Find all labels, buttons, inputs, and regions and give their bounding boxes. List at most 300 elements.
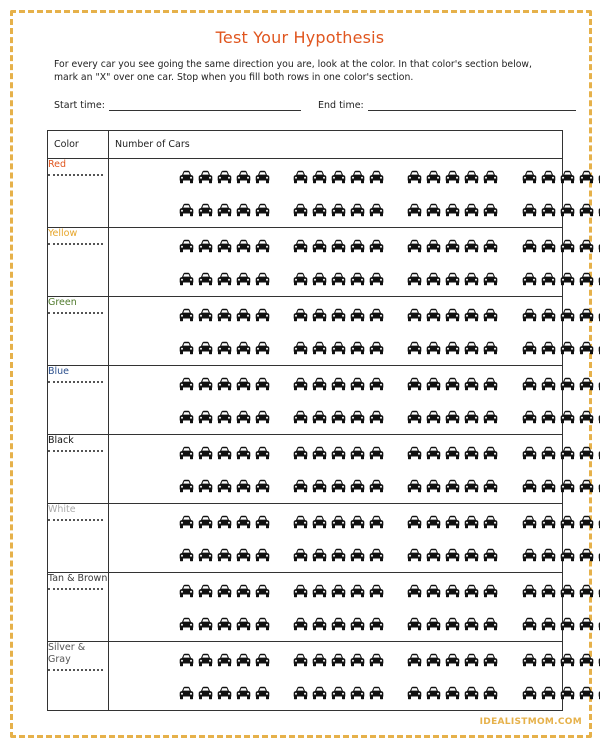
car-icon[interactable]: [312, 272, 327, 286]
car-icon[interactable]: [407, 653, 422, 667]
car-icon[interactable]: [464, 479, 479, 493]
car-icon[interactable]: [331, 410, 346, 424]
car-icon[interactable]: [255, 341, 270, 355]
car-icon[interactable]: [331, 446, 346, 460]
car-icon[interactable]: [541, 341, 556, 355]
car-icon[interactable]: [426, 617, 441, 631]
car-icon[interactable]: [464, 686, 479, 700]
car-icon[interactable]: [445, 686, 460, 700]
car-icon[interactable]: [522, 515, 537, 529]
car-icon[interactable]: [369, 617, 384, 631]
car-icon[interactable]: [179, 272, 194, 286]
car-icon[interactable]: [236, 308, 251, 322]
car-icon[interactable]: [350, 410, 365, 424]
car-icon[interactable]: [464, 584, 479, 598]
car-icon[interactable]: [293, 617, 308, 631]
car-icon[interactable]: [560, 584, 575, 598]
car-icon[interactable]: [236, 272, 251, 286]
car-icon[interactable]: [579, 170, 594, 184]
car-icon[interactable]: [464, 515, 479, 529]
car-icon[interactable]: [483, 548, 498, 562]
car-icon[interactable]: [198, 446, 213, 460]
car-icon[interactable]: [217, 410, 232, 424]
car-icon[interactable]: [312, 446, 327, 460]
car-icon[interactable]: [464, 272, 479, 286]
car-icon[interactable]: [293, 515, 308, 529]
car-icon[interactable]: [236, 170, 251, 184]
car-icon[interactable]: [312, 239, 327, 253]
car-icon[interactable]: [350, 272, 365, 286]
car-icon[interactable]: [179, 548, 194, 562]
car-icon[interactable]: [541, 584, 556, 598]
car-icon[interactable]: [426, 446, 441, 460]
car-icon[interactable]: [369, 515, 384, 529]
car-icon[interactable]: [255, 446, 270, 460]
car-icon[interactable]: [369, 377, 384, 391]
car-icon[interactable]: [541, 170, 556, 184]
car-icon[interactable]: [483, 479, 498, 493]
car-icon[interactable]: [445, 515, 460, 529]
car-icon[interactable]: [369, 548, 384, 562]
car-icon[interactable]: [407, 341, 422, 355]
car-icon[interactable]: [312, 548, 327, 562]
car-icon[interactable]: [217, 515, 232, 529]
car-icon[interactable]: [541, 653, 556, 667]
car-icon[interactable]: [236, 617, 251, 631]
car-icon[interactable]: [179, 446, 194, 460]
car-icon[interactable]: [293, 479, 308, 493]
car-icon[interactable]: [179, 239, 194, 253]
car-icon[interactable]: [217, 341, 232, 355]
car-icon[interactable]: [541, 239, 556, 253]
car-icon[interactable]: [522, 170, 537, 184]
car-icon[interactable]: [483, 203, 498, 217]
car-icon[interactable]: [407, 686, 422, 700]
car-icon[interactable]: [350, 617, 365, 631]
car-icon[interactable]: [445, 410, 460, 424]
car-icon[interactable]: [426, 584, 441, 598]
car-icon[interactable]: [312, 617, 327, 631]
car-icon[interactable]: [426, 653, 441, 667]
car-icon[interactable]: [179, 203, 194, 217]
car-icon[interactable]: [445, 308, 460, 322]
car-icon[interactable]: [217, 170, 232, 184]
car-icon[interactable]: [255, 203, 270, 217]
car-icon[interactable]: [445, 377, 460, 391]
car-icon[interactable]: [179, 617, 194, 631]
car-icon[interactable]: [369, 686, 384, 700]
car-icon[interactable]: [579, 308, 594, 322]
car-icon[interactable]: [179, 170, 194, 184]
car-icon[interactable]: [293, 548, 308, 562]
car-icon[interactable]: [350, 584, 365, 598]
car-icon[interactable]: [522, 410, 537, 424]
car-icon[interactable]: [541, 272, 556, 286]
car-icon[interactable]: [331, 239, 346, 253]
car-icon[interactable]: [522, 203, 537, 217]
car-icon[interactable]: [331, 548, 346, 562]
car-icon[interactable]: [464, 617, 479, 631]
car-icon[interactable]: [407, 548, 422, 562]
car-icon[interactable]: [445, 446, 460, 460]
car-icon[interactable]: [255, 170, 270, 184]
car-icon[interactable]: [407, 515, 422, 529]
car-icon[interactable]: [560, 686, 575, 700]
car-icon[interactable]: [522, 548, 537, 562]
car-icon[interactable]: [445, 170, 460, 184]
car-icon[interactable]: [331, 515, 346, 529]
car-icon[interactable]: [522, 272, 537, 286]
car-icon[interactable]: [312, 170, 327, 184]
car-icon[interactable]: [426, 308, 441, 322]
car-icon[interactable]: [350, 515, 365, 529]
car-icon[interactable]: [579, 272, 594, 286]
car-icon[interactable]: [236, 341, 251, 355]
car-icon[interactable]: [255, 239, 270, 253]
car-icon[interactable]: [198, 203, 213, 217]
car-icon[interactable]: [483, 653, 498, 667]
car-icon[interactable]: [560, 548, 575, 562]
car-icon[interactable]: [312, 686, 327, 700]
car-icon[interactable]: [369, 479, 384, 493]
car-icon[interactable]: [369, 341, 384, 355]
car-icon[interactable]: [407, 377, 422, 391]
car-icon[interactable]: [426, 272, 441, 286]
car-icon[interactable]: [236, 548, 251, 562]
car-icon[interactable]: [464, 203, 479, 217]
car-icon[interactable]: [464, 170, 479, 184]
car-icon[interactable]: [426, 410, 441, 424]
start-time-field[interactable]: [54, 100, 301, 111]
car-icon[interactable]: [560, 377, 575, 391]
car-icon[interactable]: [217, 548, 232, 562]
car-icon[interactable]: [541, 686, 556, 700]
car-icon[interactable]: [198, 308, 213, 322]
car-icon[interactable]: [198, 239, 213, 253]
car-icon[interactable]: [198, 515, 213, 529]
car-icon[interactable]: [293, 341, 308, 355]
car-icon[interactable]: [445, 272, 460, 286]
car-icon[interactable]: [579, 548, 594, 562]
car-icon[interactable]: [522, 308, 537, 322]
car-icon[interactable]: [217, 686, 232, 700]
car-icon[interactable]: [198, 170, 213, 184]
car-icon[interactable]: [579, 410, 594, 424]
car-icon[interactable]: [198, 686, 213, 700]
car-icon[interactable]: [369, 446, 384, 460]
car-icon[interactable]: [255, 617, 270, 631]
car-icon[interactable]: [483, 446, 498, 460]
car-icon[interactable]: [579, 515, 594, 529]
car-icon[interactable]: [426, 686, 441, 700]
car-icon[interactable]: [236, 446, 251, 460]
car-icon[interactable]: [560, 272, 575, 286]
car-icon[interactable]: [369, 272, 384, 286]
car-icon[interactable]: [331, 308, 346, 322]
car-icon[interactable]: [179, 686, 194, 700]
car-icon[interactable]: [255, 410, 270, 424]
car-icon[interactable]: [560, 653, 575, 667]
car-icon[interactable]: [522, 239, 537, 253]
car-icon[interactable]: [445, 239, 460, 253]
car-icon[interactable]: [293, 272, 308, 286]
car-icon[interactable]: [217, 377, 232, 391]
car-icon[interactable]: [560, 479, 575, 493]
end-time-field[interactable]: [318, 100, 576, 111]
car-icon[interactable]: [198, 584, 213, 598]
car-icon[interactable]: [560, 410, 575, 424]
car-icon[interactable]: [198, 653, 213, 667]
car-icon[interactable]: [579, 479, 594, 493]
car-icon[interactable]: [312, 584, 327, 598]
car-icon[interactable]: [541, 410, 556, 424]
car-icon[interactable]: [331, 686, 346, 700]
car-icon[interactable]: [350, 239, 365, 253]
car-icon[interactable]: [331, 479, 346, 493]
car-icon[interactable]: [179, 584, 194, 598]
end-time-line[interactable]: [368, 101, 576, 111]
car-icon[interactable]: [522, 653, 537, 667]
car-icon[interactable]: [579, 617, 594, 631]
car-icon[interactable]: [522, 584, 537, 598]
car-icon[interactable]: [350, 479, 365, 493]
car-icon[interactable]: [426, 239, 441, 253]
car-icon[interactable]: [522, 686, 537, 700]
car-icon[interactable]: [541, 548, 556, 562]
car-icon[interactable]: [350, 203, 365, 217]
car-icon[interactable]: [179, 341, 194, 355]
car-icon[interactable]: [426, 377, 441, 391]
car-icon[interactable]: [407, 272, 422, 286]
car-icon[interactable]: [179, 377, 194, 391]
car-icon[interactable]: [312, 203, 327, 217]
car-icon[interactable]: [217, 653, 232, 667]
car-icon[interactable]: [560, 341, 575, 355]
car-icon[interactable]: [522, 479, 537, 493]
car-icon[interactable]: [198, 341, 213, 355]
car-icon[interactable]: [560, 446, 575, 460]
car-icon[interactable]: [407, 203, 422, 217]
car-icon[interactable]: [483, 410, 498, 424]
car-icon[interactable]: [350, 170, 365, 184]
car-icon[interactable]: [369, 584, 384, 598]
car-icon[interactable]: [426, 170, 441, 184]
car-icon[interactable]: [369, 410, 384, 424]
car-icon[interactable]: [331, 203, 346, 217]
car-icon[interactable]: [407, 308, 422, 322]
car-icon[interactable]: [483, 170, 498, 184]
car-icon[interactable]: [255, 548, 270, 562]
car-icon[interactable]: [236, 515, 251, 529]
car-icon[interactable]: [198, 479, 213, 493]
car-icon[interactable]: [483, 377, 498, 391]
car-icon[interactable]: [464, 308, 479, 322]
car-icon[interactable]: [541, 617, 556, 631]
car-icon[interactable]: [350, 653, 365, 667]
car-icon[interactable]: [293, 410, 308, 424]
car-icon[interactable]: [312, 479, 327, 493]
car-icon[interactable]: [217, 272, 232, 286]
car-icon[interactable]: [579, 203, 594, 217]
car-icon[interactable]: [198, 272, 213, 286]
car-icon[interactable]: [236, 239, 251, 253]
car-icon[interactable]: [426, 515, 441, 529]
car-icon[interactable]: [541, 446, 556, 460]
car-icon[interactable]: [255, 653, 270, 667]
car-icon[interactable]: [445, 548, 460, 562]
car-icon[interactable]: [407, 410, 422, 424]
car-icon[interactable]: [179, 308, 194, 322]
car-icon[interactable]: [312, 410, 327, 424]
car-icon[interactable]: [407, 617, 422, 631]
car-icon[interactable]: [445, 653, 460, 667]
car-icon[interactable]: [331, 341, 346, 355]
car-icon[interactable]: [445, 479, 460, 493]
car-icon[interactable]: [483, 239, 498, 253]
car-icon[interactable]: [293, 377, 308, 391]
car-icon[interactable]: [179, 653, 194, 667]
start-time-line[interactable]: [109, 101, 301, 111]
car-icon[interactable]: [179, 479, 194, 493]
car-icon[interactable]: [445, 617, 460, 631]
car-icon[interactable]: [312, 653, 327, 667]
car-icon[interactable]: [217, 617, 232, 631]
car-icon[interactable]: [541, 515, 556, 529]
car-icon[interactable]: [483, 308, 498, 322]
car-icon[interactable]: [331, 170, 346, 184]
car-icon[interactable]: [464, 410, 479, 424]
car-icon[interactable]: [579, 653, 594, 667]
car-icon[interactable]: [579, 341, 594, 355]
car-icon[interactable]: [350, 341, 365, 355]
car-icon[interactable]: [445, 203, 460, 217]
car-icon[interactable]: [560, 170, 575, 184]
car-icon[interactable]: [445, 341, 460, 355]
car-icon[interactable]: [255, 686, 270, 700]
car-icon[interactable]: [350, 377, 365, 391]
car-icon[interactable]: [483, 584, 498, 598]
car-icon[interactable]: [407, 446, 422, 460]
car-icon[interactable]: [255, 479, 270, 493]
car-icon[interactable]: [350, 686, 365, 700]
car-icon[interactable]: [255, 272, 270, 286]
car-icon[interactable]: [579, 584, 594, 598]
car-icon[interactable]: [179, 515, 194, 529]
car-icon[interactable]: [331, 377, 346, 391]
car-icon[interactable]: [407, 239, 422, 253]
car-icon[interactable]: [255, 515, 270, 529]
car-icon[interactable]: [464, 239, 479, 253]
car-icon[interactable]: [464, 653, 479, 667]
car-icon[interactable]: [483, 272, 498, 286]
car-icon[interactable]: [579, 239, 594, 253]
car-icon[interactable]: [464, 377, 479, 391]
car-icon[interactable]: [407, 479, 422, 493]
car-icon[interactable]: [236, 203, 251, 217]
car-icon[interactable]: [236, 584, 251, 598]
car-icon[interactable]: [312, 377, 327, 391]
car-icon[interactable]: [331, 617, 346, 631]
car-icon[interactable]: [426, 203, 441, 217]
car-icon[interactable]: [217, 584, 232, 598]
car-icon[interactable]: [483, 617, 498, 631]
car-icon[interactable]: [198, 377, 213, 391]
car-icon[interactable]: [464, 446, 479, 460]
car-icon[interactable]: [579, 377, 594, 391]
car-icon[interactable]: [560, 515, 575, 529]
car-icon[interactable]: [560, 617, 575, 631]
car-icon[interactable]: [369, 203, 384, 217]
car-icon[interactable]: [426, 548, 441, 562]
car-icon[interactable]: [198, 617, 213, 631]
car-icon[interactable]: [312, 341, 327, 355]
car-icon[interactable]: [560, 239, 575, 253]
car-icon[interactable]: [541, 203, 556, 217]
car-icon[interactable]: [369, 653, 384, 667]
car-icon[interactable]: [217, 203, 232, 217]
car-icon[interactable]: [579, 686, 594, 700]
car-icon[interactable]: [331, 272, 346, 286]
car-icon[interactable]: [293, 170, 308, 184]
car-icon[interactable]: [483, 686, 498, 700]
car-icon[interactable]: [236, 653, 251, 667]
car-icon[interactable]: [293, 446, 308, 460]
car-icon[interactable]: [560, 308, 575, 322]
car-icon[interactable]: [312, 308, 327, 322]
car-icon[interactable]: [217, 446, 232, 460]
car-icon[interactable]: [331, 584, 346, 598]
car-icon[interactable]: [236, 479, 251, 493]
car-icon[interactable]: [293, 653, 308, 667]
car-icon[interactable]: [541, 377, 556, 391]
car-icon[interactable]: [541, 479, 556, 493]
car-icon[interactable]: [369, 239, 384, 253]
car-icon[interactable]: [236, 377, 251, 391]
car-icon[interactable]: [255, 308, 270, 322]
car-icon[interactable]: [350, 308, 365, 322]
car-icon[interactable]: [522, 617, 537, 631]
car-icon[interactable]: [426, 341, 441, 355]
car-icon[interactable]: [350, 548, 365, 562]
car-icon[interactable]: [522, 341, 537, 355]
car-icon[interactable]: [407, 170, 422, 184]
car-icon[interactable]: [198, 548, 213, 562]
car-icon[interactable]: [217, 239, 232, 253]
car-icon[interactable]: [426, 479, 441, 493]
car-icon[interactable]: [464, 548, 479, 562]
car-icon[interactable]: [350, 446, 365, 460]
car-icon[interactable]: [445, 584, 460, 598]
car-icon[interactable]: [407, 584, 422, 598]
car-icon[interactable]: [293, 203, 308, 217]
car-icon[interactable]: [293, 584, 308, 598]
car-icon[interactable]: [217, 308, 232, 322]
car-icon[interactable]: [293, 239, 308, 253]
car-icon[interactable]: [541, 308, 556, 322]
car-icon[interactable]: [293, 308, 308, 322]
car-icon[interactable]: [255, 377, 270, 391]
car-icon[interactable]: [255, 584, 270, 598]
car-icon[interactable]: [560, 203, 575, 217]
car-icon[interactable]: [312, 515, 327, 529]
car-icon[interactable]: [522, 377, 537, 391]
car-icon[interactable]: [369, 170, 384, 184]
car-icon[interactable]: [179, 410, 194, 424]
car-icon[interactable]: [198, 410, 213, 424]
car-icon[interactable]: [293, 686, 308, 700]
car-icon[interactable]: [217, 479, 232, 493]
car-icon[interactable]: [464, 341, 479, 355]
